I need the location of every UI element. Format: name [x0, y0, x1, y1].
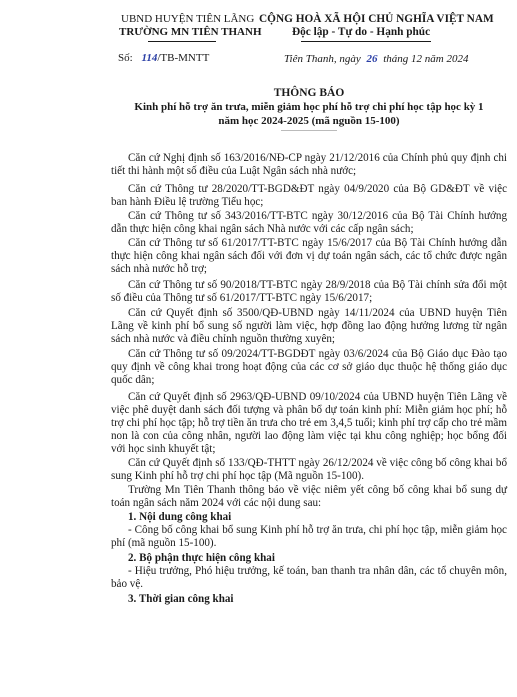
section-2-heading: 2. Bộ phận thực hiện công khai [128, 552, 275, 564]
announcement-intro: Trường Mn Tiên Thanh thông báo về việc niêm yết công bố công khai bổ sung dự toán ngân sách năm 2024 với các nội dung sau: [111, 484, 507, 509]
nation-title: CỘNG HOÀ XÃ HỘI CHỦ NGHĨA VIỆT NAM [259, 13, 494, 25]
date-day-handwritten: 26 [366, 53, 378, 65]
org-school: TRƯỜNG MN TIÊN THANH [119, 26, 262, 38]
date-suffix: tháng 12 năm 2024 [383, 53, 469, 65]
section-1-text: - Công bố công khai bổ sung Kinh phí hỗ trợ ăn trưa, chi phí học tập, miễn giảm học phí (mã nguồn 15-100). [111, 524, 507, 549]
notice-title: THÔNG BÁO [273, 87, 345, 99]
legal-basis-7: Căn cứ Thông tư số 09/2024/TT-BGDĐT ngày 03/6/2024 của Bộ Giáo dục Đào tạo quy định về công khai trong hoạt động của các cơ sở giáo dục thuộc hệ thống giáo dục quốc dân; [111, 348, 507, 386]
org-parent: UBND HUYỆN TIÊN LÃNG [121, 13, 255, 25]
section-2-text: - Hiệu trưởng, Phó hiệu trưởng, kế toán, ban thanh tra nhân dân, các tổ chuyên môn, bảo vệ. [111, 565, 507, 590]
org-underline [148, 41, 216, 42]
doc-no-prefix: Số: [118, 52, 133, 64]
legal-basis-5: Căn cứ Thông tư số 90/2018/TT-BTC ngày 28/9/2018 của Bộ Tài chính sửa đổi một số điều của Thông tư số 61/2017/TT-BTC ngày 15/6/2017; [111, 279, 507, 304]
notice-body [111, 152, 507, 606]
motto-underline [301, 41, 431, 42]
issue-date [284, 53, 468, 65]
legal-basis-8: Căn cứ Quyết định số 2963/QĐ-UBND 09/10/2024 của UBND huyện Tiên Lãng về việc phê duyệt danh sách đối tượng và phân bổ dự toán kinh phí: Miễn giảm học phí; hỗ trợ chi phí học tập; hỗ trợ tiền ăn trưa cho trẻ em 3,4,5 tuổi; kinh phí trợ cấp cho trẻ mầm non là con của công nhân, người lao động làm việc tại khu công nghiệp; học bổng đối với học sinh khuyết tật; [111, 391, 507, 455]
notice-subtitle-line2: năm học 2024-2025 (mã nguồn 15-100) [218, 115, 400, 127]
document-number [118, 52, 209, 64]
legal-basis-3: Căn cứ Thông tư số 343/2016/TT-BTC ngày 30/12/2016 của Bộ Tài Chính hướng dẫn thực hiện công khai ngân sách Nhà nước với các cấp ngân sách; [111, 210, 507, 235]
notice-subtitle-line1: Kinh phí hỗ trợ ăn trưa, miễn giảm học phí hỗ trợ chi phí học tập học kỳ 1 [134, 101, 484, 113]
legal-basis-2: Căn cứ Thông tư 28/2020/TT-BGD&ĐT ngày 04/9/2020 của Bộ GD&ĐT về việc ban hành Điều lệ trường Tiểu học; [111, 183, 507, 208]
section-1-heading: 1. Nội dung công khai [128, 511, 232, 523]
title-underline [281, 130, 337, 131]
legal-basis-9: Căn cứ Quyết định số 133/QĐ-THTT ngày 26/12/2024 về việc công bố công khai bổ sung Kinh phí hỗ trợ chi phí học tập (Mã nguồn 15-100). [111, 457, 507, 482]
legal-basis-1: Căn cứ Nghị định số 163/2016/NĐ-CP ngày 21/12/2016 của Chính phủ quy định chi tiết thi hành một số điều của Luật Ngân sách nhà nước; [111, 152, 507, 177]
date-prefix: Tiên Thanh, ngày [284, 53, 361, 65]
section-3-heading: 3. Thời gian công khai [128, 593, 234, 605]
legal-basis-6: Căn cứ Quyết định số 3500/QĐ-UBND ngày 14/11/2024 của UBND huyện Tiên Lãng về kinh phí bổ sung số người làm việc, hợp đồng lao động hưởng lương từ ngân sách nhà nước và điều chỉnh nguồn thường xuyên; [111, 307, 507, 345]
doc-no-handwritten: 114 [141, 52, 158, 64]
motto: Độc lập - Tự do - Hạnh phúc [292, 26, 431, 38]
doc-no-suffix: /TB-MNTT [157, 52, 210, 64]
legal-basis-4: Căn cứ Thông tư số 61/2017/TT-BTC ngày 15/6/2017 của Bộ Tài Chính hướng dẫn thực hiện công khai ngân sách đối với đơn vị dự toán ngân sách, các tổ chức được ngân sách nhà nước hỗ trợ; [111, 237, 507, 275]
